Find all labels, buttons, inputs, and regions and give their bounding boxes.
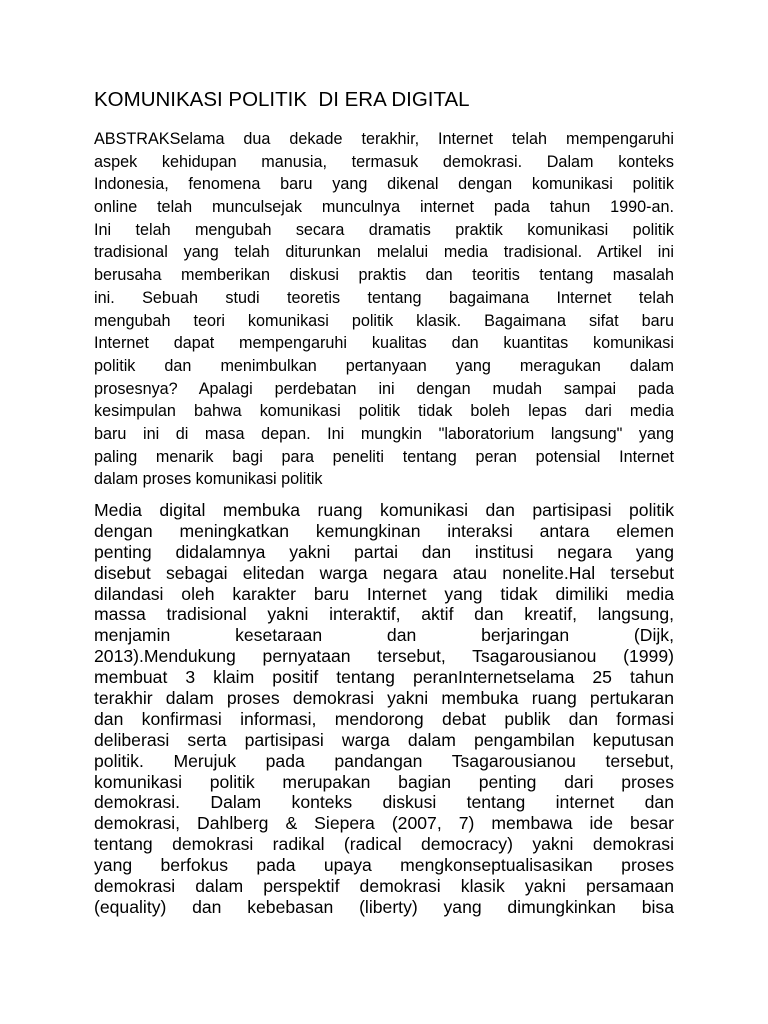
abstract-line: paling menarik bagi para peneliti tentang peran potensial Internet xyxy=(94,447,674,466)
abstract-line: dalam proses komunikasi politik xyxy=(94,470,323,489)
body-line: politik. Merujuk pada pandangan Tsagarousianou tersebut, xyxy=(94,750,674,771)
abstract-line: Indonesia, fenomena baru yang dikenal dengan komunikasi politik xyxy=(94,175,674,194)
body-line: dan konfirmasi informasi, mendorong debat publik dan formasi xyxy=(94,708,674,729)
body-line: disebut sebagai elitedan warga negara atau nonelite.Hal tersebut xyxy=(94,562,674,583)
body-line: penting didalamnya yakni partai dan institusi negara yang xyxy=(94,541,674,562)
abstract-line: mengubah teori komunikasi politik klasik. Bagaimana sifat baru xyxy=(94,311,674,330)
body-paragraph xyxy=(94,500,674,918)
body-line: deliberasi serta partisipasi warga dalam pengambilan keputusan xyxy=(94,729,674,750)
abstract-line: berusaha memberikan diskusi praktis dan teoritis tentang masalah xyxy=(94,266,674,285)
body-line: demokrasi, Dahlberg & Siepera (2007, 7) membawa ide besar xyxy=(94,813,674,834)
document-title: KOMUNIKASI POLITIK DI ERA DIGITAL xyxy=(94,88,470,111)
body-line: 2013).Mendukung pernyataan tersebut, Tsagarousianou (1999) xyxy=(94,646,674,667)
body-line: dilandasi oleh karakter baru Internet yang tidak dimiliki media xyxy=(94,583,674,604)
abstract-line: Ini telah mengubah secara dramatis praktik komunikasi politik xyxy=(94,220,674,239)
body-line: membuat 3 klaim positif tentang peranInternetselama 25 tahun xyxy=(94,667,674,688)
abstract-line: baru ini di masa depan. Ini mungkin "laboratorium langsung" yang xyxy=(94,424,674,443)
abstract-line: Internet dapat mempengaruhi kualitas dan kuantitas komunikasi xyxy=(94,334,674,353)
body-line: tentang demokrasi radikal (radical democracy) yakni demokrasi xyxy=(94,834,674,855)
abstract-line: tradisional yang telah diturunkan melalui media tradisional. Artikel ini xyxy=(94,243,674,262)
abstract-line: online telah munculsejak munculnya internet pada tahun 1990-an. xyxy=(94,198,674,217)
abstract-line: ini. Sebuah studi teoretis tentang bagaimana Internet telah xyxy=(94,288,674,307)
body-line: terakhir dalam proses demokrasi yakni membuka ruang pertukaran xyxy=(94,688,674,709)
body-line: demokrasi dalam perspektif demokrasi klasik yakni persamaan xyxy=(94,876,674,897)
abstract-line: ABSTRAKSelama dua dekade terakhir, Internet telah mempengaruhi xyxy=(94,130,674,148)
body-line: massa tradisional yakni interaktif, aktif dan kreatif, langsung, xyxy=(94,604,674,625)
abstract-line: aspek kehidupan manusia, termasuk demokrasi. Dalam konteks xyxy=(94,152,674,171)
abstract-paragraph xyxy=(94,128,674,491)
body-line: demokrasi. Dalam konteks diskusi tentang internet dan xyxy=(94,792,674,813)
abstract-line: prosesnya? Apalagi perdebatan ini dengan mudah sampai pada xyxy=(94,379,674,398)
body-line: Media digital membuka ruang komunikasi dan partisipasi politik xyxy=(94,500,674,520)
abstract-line: kesimpulan bahwa komunikasi politik tidak boleh lepas dari media xyxy=(94,402,674,421)
body-line: (equality) dan kebebasan (liberty) yang dimungkinkan bisa xyxy=(94,896,674,917)
body-line: komunikasi politik merupakan bagian penting dari proses xyxy=(94,771,674,792)
body-line: yang berfokus pada upaya mengkonseptualisasikan proses xyxy=(94,855,674,876)
abstract-line: politik dan menimbulkan pertanyaan yang meragukan dalam xyxy=(94,356,674,375)
body-line: dengan meningkatkan kemungkinan interaksi antara elemen xyxy=(94,520,674,541)
body-line: menjamin kesetaraan dan berjaringan (Dijk, xyxy=(94,625,674,646)
